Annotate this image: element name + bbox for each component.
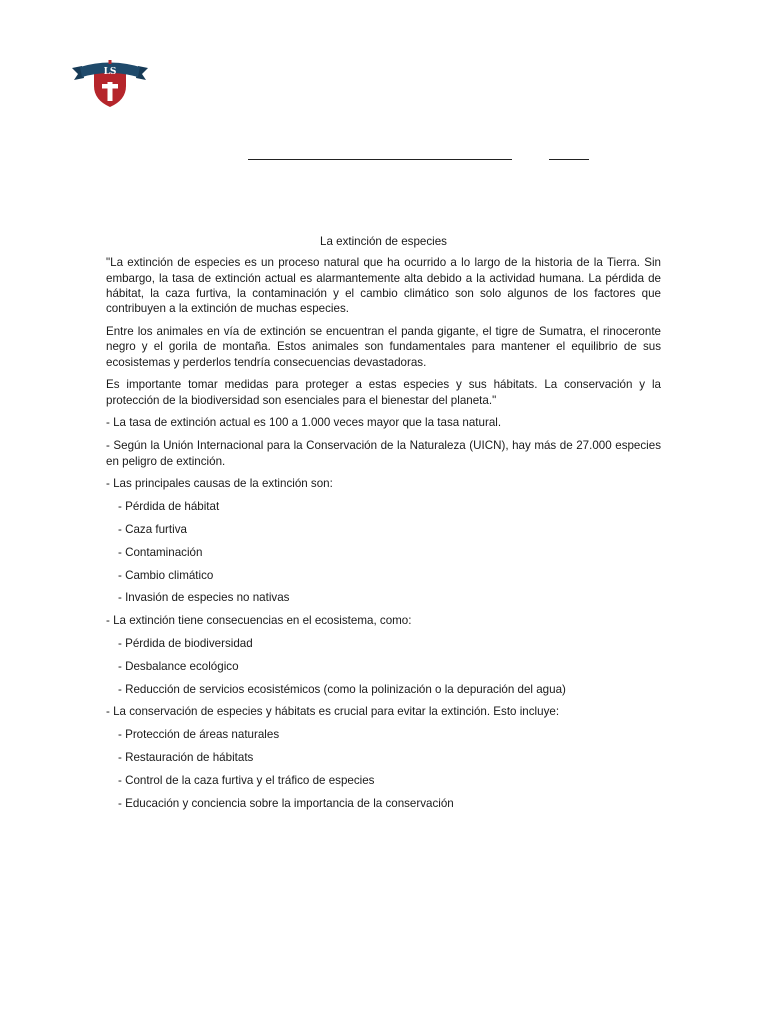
consequences-heading: - La extinción tiene consecuencias en el ecosistema, como:	[106, 614, 412, 628]
fact-item: - La tasa de extinción actual es 100 a 1.000 veces mayor que la tasa natural.	[106, 416, 502, 430]
paragraph: Entre los animales en vía de extinción se encuentran el panda gigante, el tigre de Sumatra, el rinoceronte negro y el gorila de montaña. Estos animales son fundamentales para mantener el equilibrio de sus ecosistemas y perderlos tendría consecuencias devastadoras.	[106, 324, 661, 369]
conservation-heading: - La conservación de especies y hábitats es crucial para evitar la extinción. Esto incluye:	[106, 705, 560, 719]
school-crest-logo	[72, 56, 148, 108]
conservation-item: - Restauración de hábitats	[118, 750, 254, 764]
date-line	[549, 159, 589, 160]
cause-item: - Cambio climático	[118, 568, 214, 582]
consequence-item: - Desbalance ecológico	[118, 659, 239, 673]
crest-icon	[72, 56, 148, 108]
conservation-item: - Educación y conciencia sobre la importancia de la conservación	[118, 796, 454, 810]
causes-heading: - Las principales causas de la extinción son:	[106, 477, 333, 491]
cause-item: - Pérdida de hábitat	[118, 500, 220, 514]
cause-item: - Caza furtiva	[118, 522, 187, 536]
cause-item: - Contaminación	[118, 545, 203, 559]
paragraph: Es importante tomar medidas para proteger a estas especies y sus hábitats. La conservación y la protección de la biodiversidad son esenciales para el bienestar del planeta."	[106, 378, 661, 407]
consequence-item: - Pérdida de biodiversidad	[118, 636, 253, 650]
name-line	[248, 159, 512, 160]
paragraph: "La extinción de especies es un proceso natural que ha ocurrido a lo largo de la historia de la Tierra. Sin embargo, la tasa de extinción actual es alarmantemente alta debido a la actividad humana. La pérdida de hábitat, la caza furtiva, la contaminación y el cambio climático son solo algunos de los factores que contribuyen a la extinción de muchas especies.	[106, 256, 661, 316]
fact-item: - Según la Unión Internacional para la Conservación de la Naturaleza (UICN), hay más de 27.000 especies en peligro de extinción.	[106, 439, 661, 468]
document-title: La extinción de especies	[320, 235, 447, 248]
conservation-item: - Protección de áreas naturales	[118, 728, 280, 742]
document-body	[106, 234, 661, 818]
conservation-item: - Control de la caza furtiva y el tráfico de especies	[118, 773, 375, 787]
cause-item: - Invasión de especies no nativas	[118, 591, 290, 605]
consequence-item: - Reducción de servicios ecosistémicos (como la polinización o la depuración del agua)	[118, 682, 566, 696]
logo-text: LS	[103, 67, 117, 77]
